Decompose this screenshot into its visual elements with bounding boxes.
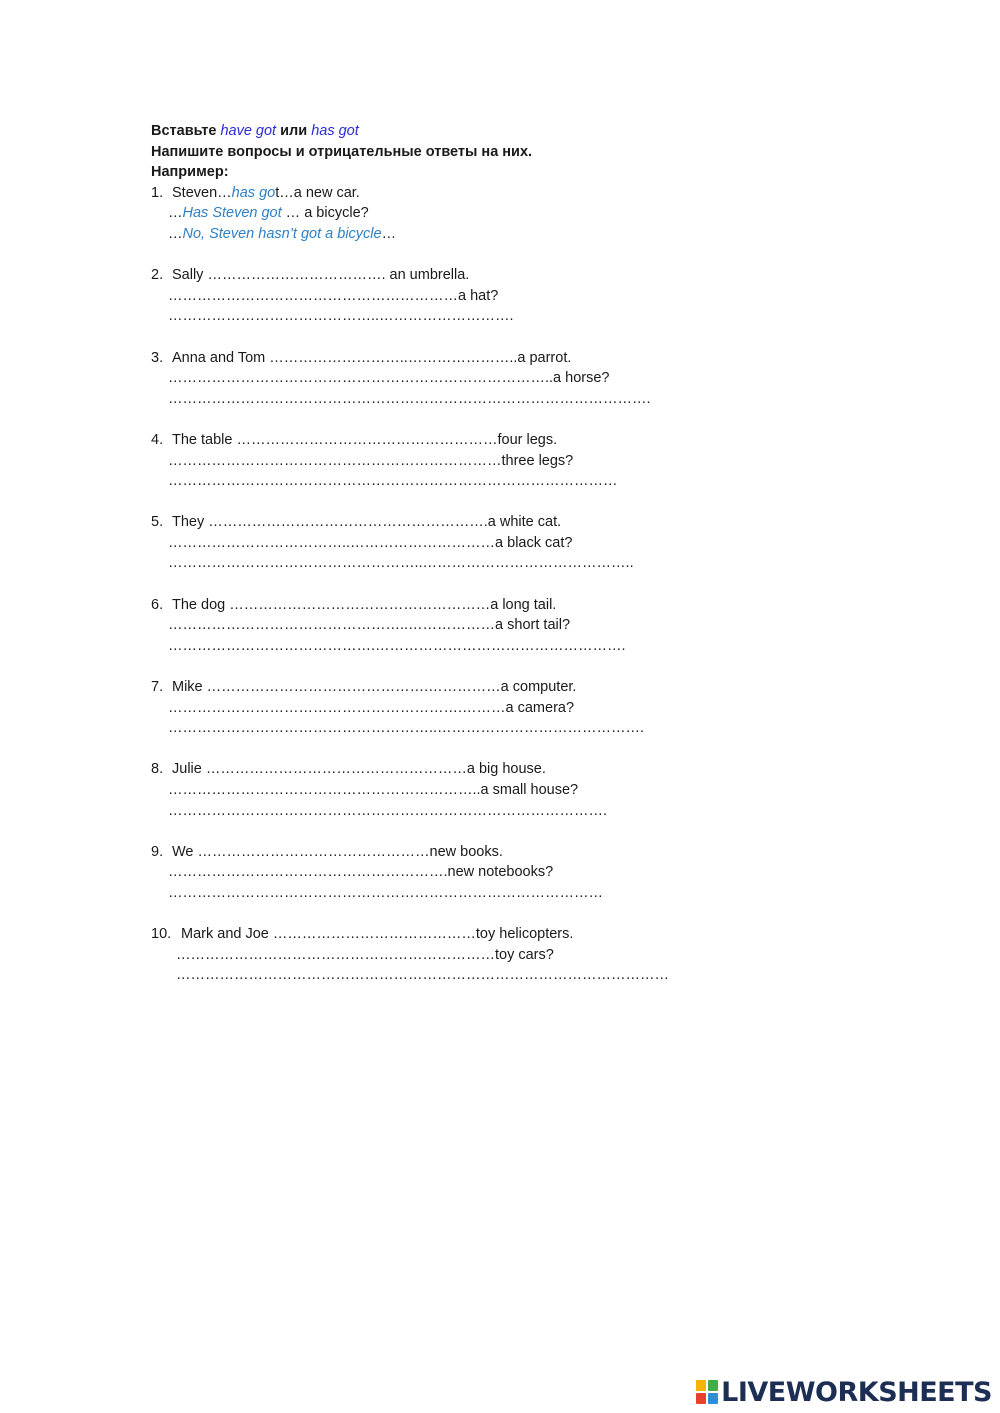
instruction-have-got: have got [220, 123, 277, 139]
example-heading: Например: [151, 164, 229, 181]
instruction-text: Вставьте [151, 123, 221, 139]
item-answer[interactable]: ………………………………………………………………………………………… [176, 967, 669, 984]
exercise-item [151, 430, 711, 492]
exercise-item-10 [151, 924, 711, 986]
item-number: 8. [151, 761, 164, 778]
example-question-rest: … a bicycle? [281, 205, 369, 222]
example-dots: … [381, 225, 397, 242]
item-statement[interactable]: Sally ………………………………. an umbrella. [172, 267, 470, 284]
instruction-has-got: has got [311, 123, 359, 139]
exercise-item [151, 595, 711, 657]
item-answer[interactable]: ……………………………………..………………………. [168, 308, 514, 325]
item-number: 9. [151, 843, 164, 860]
item-answer[interactable]: ………………………………………………………………………………. [168, 802, 608, 819]
item-number: 2. [151, 267, 164, 284]
item-question[interactable]: ……………………………………………………………three legs? [168, 452, 574, 469]
logo-text: LIVEWORKSHEETS [721, 1376, 992, 1408]
example-subject: Steven… [172, 184, 232, 201]
item-statement[interactable]: They ………………………………………………….a white cat. [172, 514, 562, 531]
exercise-item [151, 677, 711, 739]
instruction-line-2: Напишите вопросы и отрицательные ответы на них. [151, 143, 533, 160]
item-answer[interactable]: ………………………………………………..……………………………………. [168, 720, 645, 737]
item-number: 10. [151, 926, 172, 943]
example-question: Has Steven got [182, 205, 282, 222]
exercise-item [151, 512, 711, 574]
worksheet [151, 121, 711, 986]
example-answer: has go [231, 184, 276, 201]
item-question[interactable]: ………………………………………………….new notebooks? [168, 864, 554, 881]
item-statement[interactable]: Mark and Joe ……………………………………toy helicopters. [181, 926, 574, 943]
exercise-item [151, 842, 711, 904]
instruction-line-1 [151, 121, 711, 142]
exercise-item [151, 759, 711, 821]
item-answer[interactable]: ……………………………………………………………………………… [168, 884, 603, 901]
item-number: 3. [151, 349, 164, 366]
item-question[interactable]: ………………………………..…………………………a black cat? [168, 534, 573, 551]
item-number: 1. [151, 184, 164, 201]
item-statement[interactable]: The dog ………………………………………………a long tail. [172, 596, 557, 613]
item-statement[interactable]: Mike ……………………………………….……………a computer. [172, 679, 577, 696]
logo-square-green [708, 1380, 718, 1391]
instruction-or: или [276, 123, 312, 139]
item-statement[interactable]: Julie ………………………………………………a big house. [172, 761, 546, 778]
item-answer[interactable]: ………………………………………………………………………………………. [168, 390, 651, 407]
item-question[interactable]: …………………………………………..………………a short tail? [168, 617, 571, 634]
liveworksheets-logo [696, 1377, 992, 1407]
item-statement[interactable]: We …………………………………………new books. [172, 843, 503, 860]
item-number: 7. [151, 679, 164, 696]
example-dots: … [168, 205, 183, 222]
item-statement[interactable]: Anna and Tom ………………………..…………………..a parrot. [172, 349, 572, 366]
item-question[interactable]: ……………………………………………………a hat? [168, 287, 499, 304]
item-answer[interactable]: …………………………………….……………………………………………. [168, 637, 626, 654]
item-question[interactable]: ……………………………………………………………………..a horse? [168, 370, 610, 387]
logo-square-red [696, 1393, 706, 1404]
exercise-list [151, 245, 711, 904]
exercise-item [151, 348, 711, 410]
item-number: 6. [151, 596, 164, 613]
example-item [151, 183, 711, 245]
item-number: 5. [151, 514, 164, 531]
item-statement[interactable]: The table ………………………………………………four legs. [172, 431, 558, 448]
item-question[interactable]: …………………………………………………………toy cars? [176, 946, 554, 963]
logo-square-yellow [696, 1380, 706, 1391]
example-dots: … [168, 225, 183, 242]
item-number: 4. [151, 431, 164, 448]
example-negative-answer: No, Steven hasn’t got a bicycle [182, 225, 382, 242]
item-question[interactable]: ………………………………………………………..a small house? [168, 782, 579, 798]
exercise-item [151, 265, 711, 327]
liveworksheets-logo-icon [696, 1380, 718, 1404]
logo-square-blue [708, 1393, 718, 1404]
item-answer[interactable]: ……………………………………………..…………………………………….. [168, 555, 634, 572]
example-rest: t…a new car. [275, 184, 360, 201]
item-answer[interactable]: ………………………………………………………………………………… [168, 473, 618, 490]
item-question[interactable]: …………………………………………………….………a camera? [168, 699, 575, 716]
